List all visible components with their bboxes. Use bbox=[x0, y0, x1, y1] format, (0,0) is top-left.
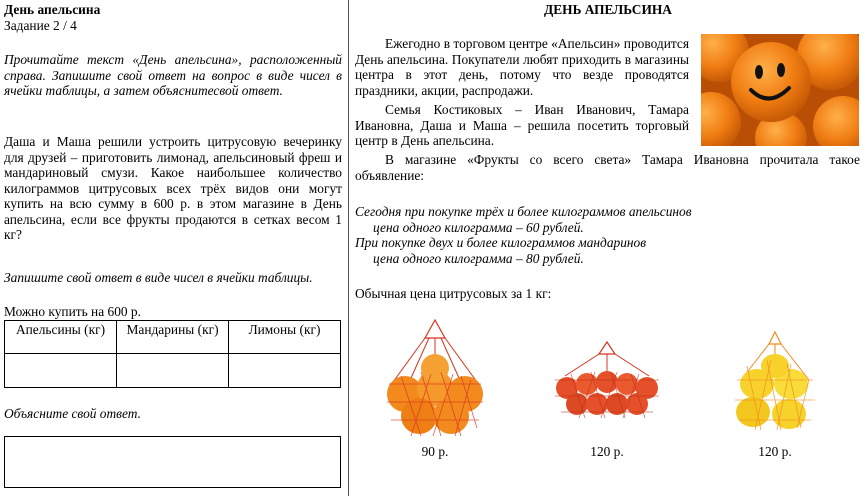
paragraph-3: В магазине «Фрукты со всего света» Тамара Ивановна прочитала такое объявление: bbox=[355, 152, 860, 183]
instruction-text: Прочитайте текст «День апельсина», расположенный справа. Запишите свой ответ на вопрос в виде чисел в ячейки таблицы, а затем объяснитесвой ответ. bbox=[4, 52, 342, 99]
header-lemons: Лимоны (кг) bbox=[229, 321, 341, 354]
answer-cell-lemons[interactable] bbox=[229, 354, 341, 388]
price-oranges: 90 р. bbox=[421, 444, 449, 459]
answer-hint: Запишите свой ответ в виде чисел в ячейки таблицы. bbox=[4, 270, 313, 285]
explanation-input[interactable] bbox=[4, 436, 341, 488]
task-counter: Задание 2 / 4 bbox=[4, 18, 77, 33]
problem-text: Даша и Маша решили устроить цитрусовую вечеринку для друзей – приготовить лимонад, апельсиновый фреш и мандариновый смузи. Какое наибольшее количество килограммов цитрусовых всех трёх видов они могут купить на всю сумму в 600 р. в этом магазине в День апельсина, если все фрукты продаются в сетках весом 1 кг? bbox=[4, 134, 342, 243]
task-title: День апельсина bbox=[4, 2, 101, 17]
header-oranges: Апельсины (кг) bbox=[5, 321, 117, 354]
answer-cell-mandarins[interactable] bbox=[117, 354, 229, 388]
table-caption: Можно купить на 600 р. bbox=[4, 304, 141, 319]
mandarins-net-image bbox=[551, 340, 663, 420]
price-lemons: 120 р. bbox=[758, 444, 792, 459]
answer-table bbox=[4, 320, 341, 388]
announcement-line-3: При покупке двух и более килограммов мандаринов bbox=[355, 235, 647, 251]
smiling-orange-image bbox=[701, 34, 859, 146]
announcement-line-1: Сегодня при покупке трёх и более килограммов апельсинов bbox=[355, 204, 692, 219]
price-caption: Обычная цена цитрусовых за 1 кг: bbox=[355, 286, 552, 301]
price-mandarins: 120 р. bbox=[590, 444, 624, 459]
header-mandarins: Мандарины (кг) bbox=[117, 321, 229, 354]
oranges-net-image bbox=[381, 318, 489, 440]
announcement bbox=[355, 204, 860, 266]
answer-cell-oranges[interactable] bbox=[5, 354, 117, 388]
announcement-line-4: цена одного килограмма – 80 рублей. bbox=[373, 250, 584, 266]
text-title: ДЕНЬ АПЕЛЬСИНА bbox=[544, 2, 672, 17]
paragraph-1: Ежегодно в торговом центре «Апельсин» проводится День апельсина. Покупатели любят приходить в магазины центра в этот день, потому что везде проводятся праздники, акции, распродажи. bbox=[355, 36, 689, 98]
lemons-net-image bbox=[731, 330, 819, 434]
announcement-line-2: цена одного килограмма – 60 рублей. bbox=[373, 219, 584, 235]
task-panel bbox=[4, 0, 342, 496]
text-panel bbox=[355, 0, 861, 496]
column-divider bbox=[348, 0, 349, 496]
paragraph-2: Семья Костиковых – Иван Иванович, Тамара Ивановна, Даша и Маша – решила посетить торговый центр в День апельсина. bbox=[355, 102, 689, 149]
explain-label: Объясните свой ответ. bbox=[4, 406, 141, 421]
